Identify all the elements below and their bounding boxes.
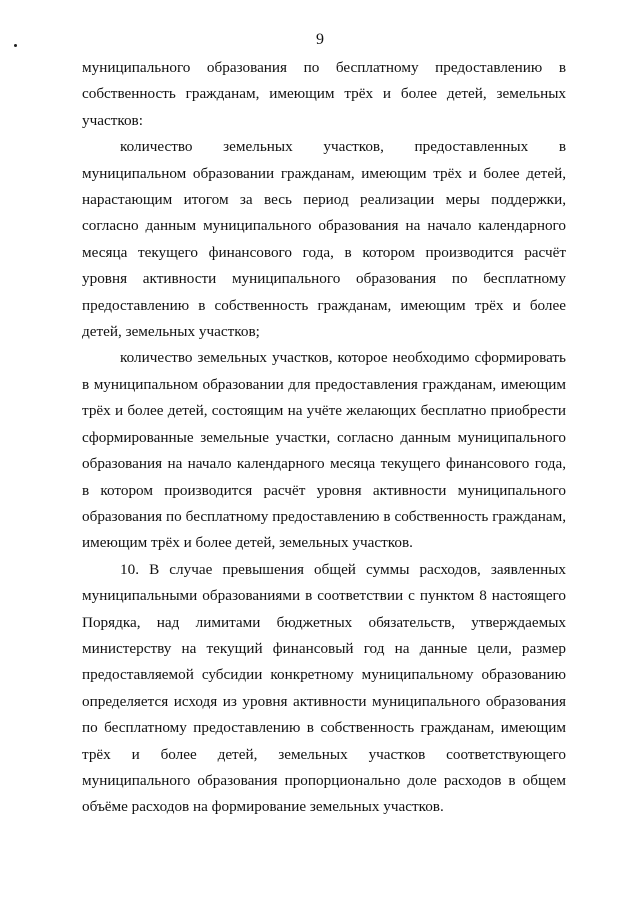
paragraph-item-10: 10. В случае превышения общей суммы расходов, заявленных муниципальными образованиями в соответствии с пунктом 8 настоящего Порядка, над лимитами бюджетных обязательств, утверждаемых министерству на текущий финансовый год на данные цели, размер предоставляемой субсидии конкретному муниципальному образованию определяется исходя из уровня активности муниципального образования по бесплатному предоставлению в собственность гражданам, имеющим трёх и более детей, земельных участков соответствующего муниципального образования пропорционально доле расходов в общем объёме расходов на формирование земельных участков. (82, 560, 566, 816)
paragraph-allocated-plots: количество земельных участков, предоставленных в муниципальном образовании гражданам, имеющим трёх и более детей, нарастающим итогом за весь период реализации меры поддержки, согласно данным муниципального образования на начало календарного месяца текущего финансового года, в котором производится расчёт уровня активности муниципального образования по бесплатному предоставлению в собственность гражданам, имеющим трёх и более детей, земельных участков; (82, 138, 566, 341)
paragraph-continuation: муниципального образования по бесплатному предоставлению в собственность гражданам, имеющим трёх и более детей, земельных участков: (82, 59, 566, 129)
document-body (82, 55, 566, 821)
paragraph-required-plots: количество земельных участков, которое необходимо сформировать в муниципальном образовании для предоставления гражданам, имеющим трёх и более детей, состоящим на учёте желающих бесплатно приобрести сформированные земельные участки, согласно данным муниципального образования на начало календарного месяца текущего финансового года, в котором производится расчёт уровня активности муниципального образования по бесплатному предоставлению в собственность гражданам, имеющим трёх и более детей, земельных участков. (82, 349, 566, 552)
page-number: 9 (316, 31, 324, 48)
